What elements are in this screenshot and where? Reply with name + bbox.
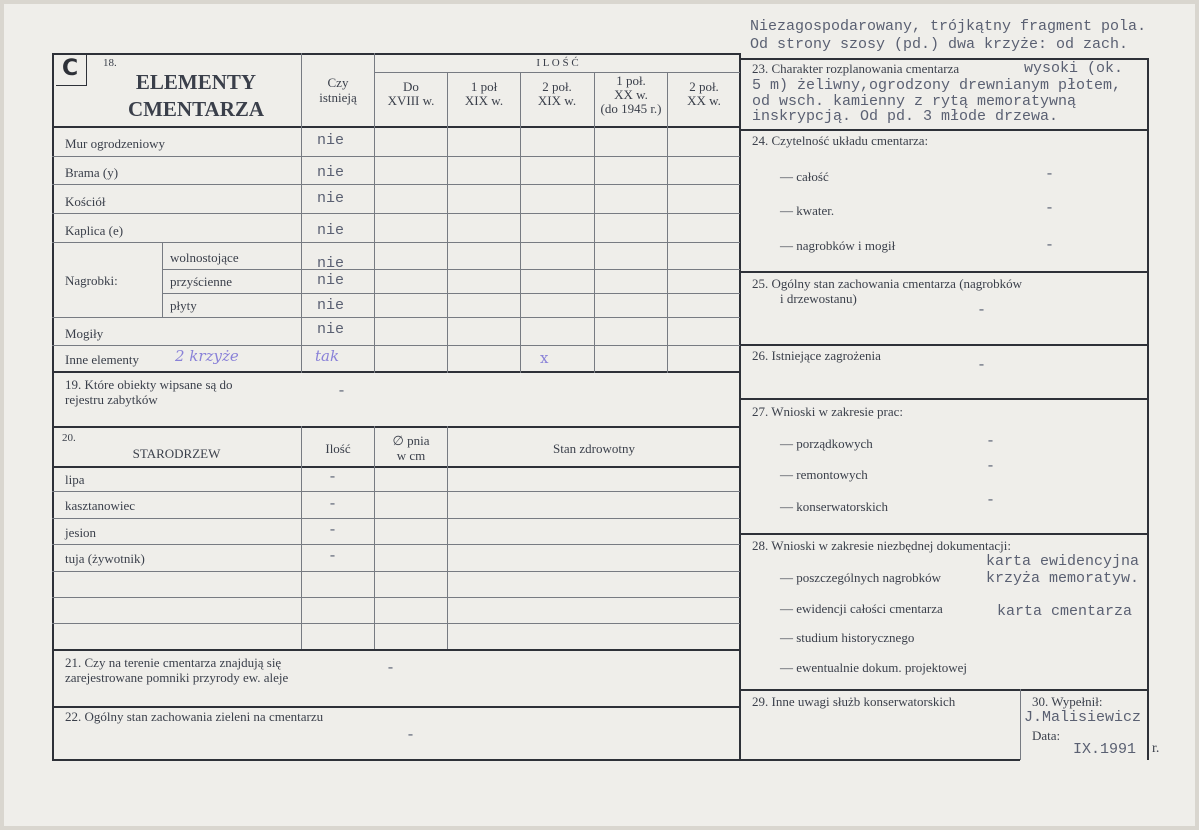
period-header-2-l1: 2 poł. <box>542 79 572 94</box>
q28-item-studium: — studium historycznego <box>780 630 915 645</box>
q28-item-ewidencji: — ewidencji całości cmentarza <box>780 601 943 616</box>
q30-label <box>1032 694 1102 710</box>
q20-col-ilosc: Ilość <box>325 441 351 456</box>
row-label-kosciol: Kościół <box>65 194 106 209</box>
period-header-3-l1: 1 poł. <box>616 73 646 88</box>
q27-text: Wnioski w zakresie prac: <box>771 404 904 419</box>
tree-label-jesion: jesion <box>65 525 97 540</box>
q24-value-kwater: - <box>1045 200 1055 217</box>
tree-value-kasztanowiec: - <box>328 496 338 513</box>
q23-number: 23. <box>752 61 769 76</box>
q27-number: 27. <box>752 404 769 419</box>
q24-label <box>752 133 928 149</box>
q24-item-nagrobkow: — nagrobków i mogił <box>780 238 896 253</box>
q19-line2: rejestru zabytków <box>65 392 158 407</box>
value-plyty: nie <box>317 297 345 314</box>
q28-value-nagrobkow-2: krzyża memoratyw. <box>986 570 1140 587</box>
q27-item-konserwatorskich: — konserwatorskich <box>780 499 888 514</box>
row-label-plyty: płyty <box>170 298 197 313</box>
value-mogily: nie <box>317 321 345 338</box>
q19-label <box>65 377 233 407</box>
q24-text: Czytelność układu cmentarza: <box>771 133 929 148</box>
tree-label-lipa: lipa <box>65 472 85 487</box>
q20-title: STARODRZEW <box>132 446 221 461</box>
q27-item-remontowych: — remontowych <box>780 467 868 482</box>
q20-col-diameter-line1: ∅ pnia <box>392 433 430 448</box>
q28-value-ewidencji: karta cmentarza <box>997 603 1133 620</box>
row-label-mogily: Mogiły <box>65 326 104 341</box>
q25-answer: - <box>977 302 987 319</box>
section-letter: C <box>62 56 79 81</box>
period-header-4 <box>668 80 740 108</box>
q26-label <box>752 348 881 364</box>
q26-number: 26. <box>752 348 769 363</box>
period-header-1 <box>448 80 520 108</box>
value-inne: tak <box>315 347 340 365</box>
q27-value-porzadkowych: - <box>986 433 996 450</box>
q21-line1: Czy na terenie cmentarza znajdują się <box>84 655 282 670</box>
ilosc-header: I L O Ś Ć <box>536 57 579 69</box>
q27-value-konserwatorskich: - <box>986 492 996 509</box>
value-brama: nie <box>317 164 345 181</box>
q24-number: 24. <box>752 133 769 148</box>
row-label-przyscienne: przyścienne <box>170 274 233 289</box>
col-exists-header <box>302 75 374 105</box>
row-label-mur: Mur ogrodzeniowy <box>65 136 166 151</box>
q22-label <box>65 709 323 725</box>
q28-label <box>752 538 1011 554</box>
value-wolnostojace: nie <box>317 255 345 272</box>
q28-item-projektowej: — ewentualnie dokum. projektowej <box>780 660 968 675</box>
q23-text-1: wysoki (ok. <box>1024 60 1124 77</box>
q27-label <box>752 404 903 420</box>
q24-value-calosc: - <box>1045 166 1055 183</box>
q29-text: Inne uwagi służb konserwatorskich <box>771 694 956 709</box>
inne-xix-mark: x <box>540 349 549 367</box>
q19-line1: Które obiekty wipsane są do <box>84 377 233 392</box>
q30-number: 30. <box>1032 694 1049 709</box>
q24-item-calosc: — całość <box>780 169 829 184</box>
q23-text-2: 5 m) żeliwny,ogrodzony drewnianym płotem, <box>752 77 1122 94</box>
value-przyscienne: nie <box>317 272 345 289</box>
period-header-2-l2: XIX w. <box>537 93 577 108</box>
period-header-0-l2: XVIII w. <box>387 93 435 108</box>
period-header-4-l2: XX w. <box>687 93 721 108</box>
period-header-3-l2: XX w. <box>614 87 648 102</box>
q29-label <box>752 694 955 710</box>
period-header-0-l1: Do <box>403 79 419 94</box>
tree-value-tuja: - <box>328 548 338 565</box>
q19-number: 19. <box>65 377 82 392</box>
q21-answer: - <box>386 660 396 677</box>
row-label-kaplica: Kaplica (e) <box>65 223 124 238</box>
row-label-wolnostojace: wolnostojące <box>170 250 239 265</box>
q20-col-stan: Stan zdrowotny <box>553 441 635 456</box>
q23-label <box>752 61 959 77</box>
period-header-1-l2: XIX w. <box>464 93 504 108</box>
q21-line2: zarejestrowane pomniki przyrody ew. aleje <box>65 670 289 685</box>
row-label-brama: Brama (y) <box>65 165 119 180</box>
q26-answer: - <box>977 357 987 374</box>
value-kaplica: nie <box>317 222 345 239</box>
q28-item-nagrobkow: — poszczególnych nagrobków <box>780 570 942 585</box>
section-title-line2: CMENTARZA <box>127 97 265 121</box>
q30-name: J.Malisiewicz <box>1024 709 1142 726</box>
q20-number: 20. <box>62 432 76 444</box>
inne-handwritten-note: 2 krzyże <box>175 347 239 365</box>
q19-answer: - <box>337 383 347 400</box>
period-header-3-l3: (do 1945 r.) <box>600 101 662 116</box>
q24-item-kwater: — kwater. <box>780 203 835 218</box>
section-title-line1: ELEMENTY <box>135 70 257 94</box>
q27-item-porzadkowych: — porządkowych <box>780 436 873 451</box>
value-mur: nie <box>317 132 345 149</box>
period-header-3 <box>595 74 667 116</box>
top-note-line1: Niezagospodarowany, trójkątny fragment pola. <box>750 18 1147 35</box>
q23-text-4: inskrypcją. Od pd. 3 młode drzewa. <box>752 108 1059 125</box>
q25-number: 25. <box>752 276 769 291</box>
period-header-2 <box>521 80 593 108</box>
q28-number: 28. <box>752 538 769 553</box>
row-label-nagrobki: Nagrobki: <box>65 273 118 288</box>
q24-value-nagrobkow: - <box>1045 237 1055 254</box>
tree-value-lipa: - <box>328 469 338 486</box>
q22-text: Ogólny stan zachowania zieleni na cmentarzu <box>84 709 324 724</box>
q26-text: Istniejące zagrożenia <box>771 348 881 363</box>
q20-col-diameter <box>375 433 447 463</box>
q29-number: 29. <box>752 694 769 709</box>
q27-value-remontowych: - <box>986 458 996 475</box>
col-exists-line2: istnieją <box>319 90 357 105</box>
value-kosciol: nie <box>317 190 345 207</box>
q28-text: Wnioski w zakresie niezbędnej dokumentacji: <box>771 538 1011 553</box>
q30-text: Wypełnił: <box>1051 694 1103 709</box>
q21-label <box>65 655 288 685</box>
col-exists-line1: Czy <box>327 75 349 90</box>
period-header-1-l1: 1 poł <box>470 79 498 94</box>
tree-label-tuja: tuja (żywotnik) <box>65 551 145 566</box>
q23-text-3: od wsch. kamienny z rytą memoratywną <box>752 93 1077 110</box>
q25-line2: i drzewostanu) <box>780 291 857 306</box>
q21-number: 21. <box>65 655 82 670</box>
q20-col-diameter-line2: w cm <box>396 448 426 463</box>
q25-line1: Ogólny stan zachowania cmentarza (nagrobków <box>771 276 1023 291</box>
q30-date: IX.1991 <box>1073 741 1137 758</box>
period-header-0 <box>375 80 447 108</box>
tree-value-jesion: - <box>328 522 338 539</box>
section-18-number: 18. <box>103 57 117 69</box>
q22-number: 22. <box>65 709 82 724</box>
q22-answer: - <box>406 727 416 744</box>
section-title <box>110 69 282 123</box>
q30-date-label: Data: <box>1032 728 1061 743</box>
tree-label-kasztanowiec: kasztanowiec <box>65 498 136 513</box>
period-header-4-l1: 2 poł. <box>689 79 719 94</box>
q28-value-nagrobkow-1: karta ewidencyjna <box>986 553 1140 570</box>
q30-date-suffix: r. <box>1152 741 1160 756</box>
q23-text: Charakter rozplanowania cmentarza <box>771 61 960 76</box>
row-label-inne: Inne elementy <box>65 352 139 367</box>
top-note-line2: Od strony szosy (pd.) dwa krzyże: od zach. <box>750 36 1129 53</box>
